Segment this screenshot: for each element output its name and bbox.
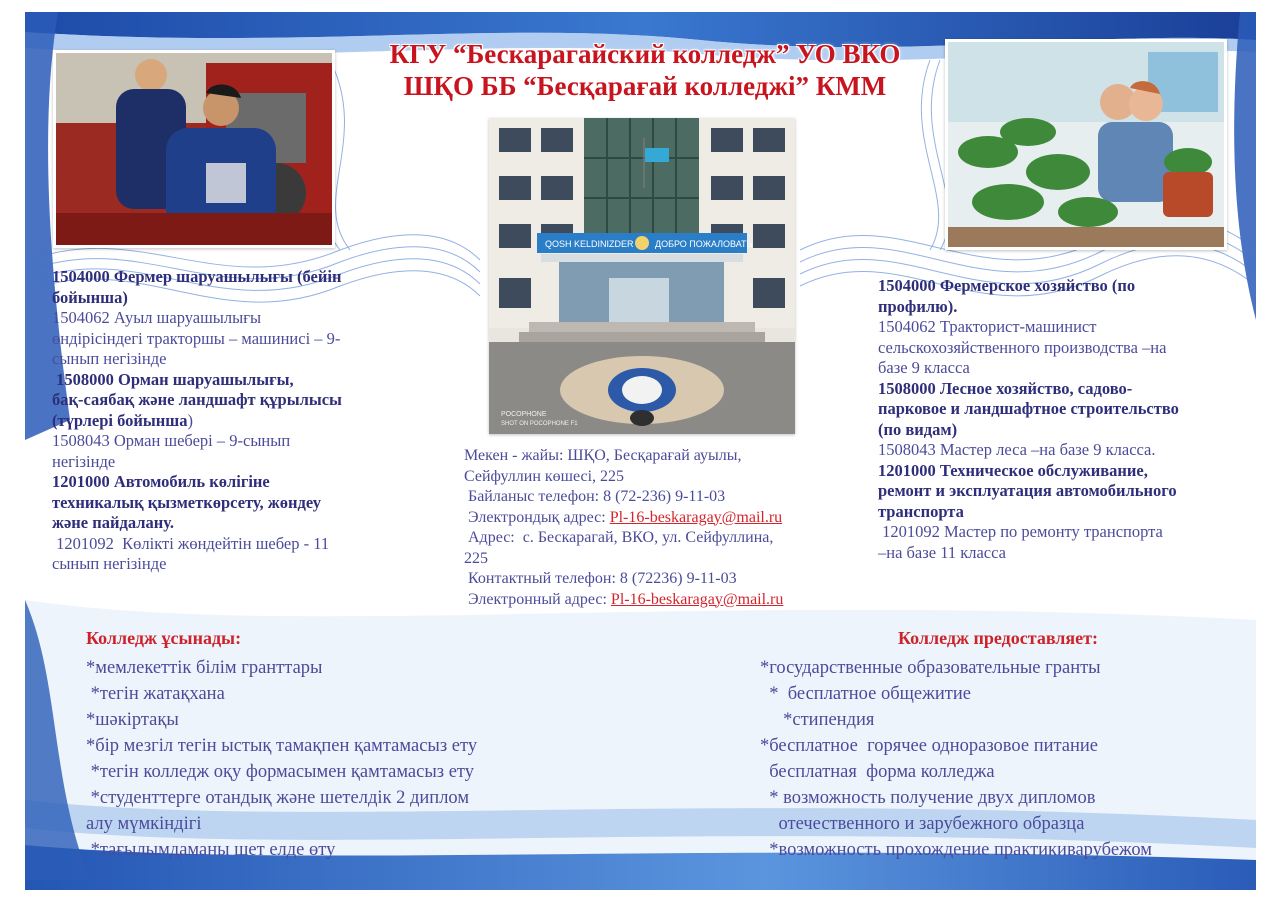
- list-item: *возможность прохождение практикиварубежом: [760, 840, 1152, 860]
- spec-1201000-ru-end: транспорта: [878, 501, 964, 521]
- list-item: *тегін жатақхана: [86, 684, 225, 704]
- email-kz-line: [464, 508, 836, 529]
- spec-1201000-ru: 1201000 Техническое обслуживание,: [878, 460, 1148, 480]
- spec-1508000-ru-types: (по видам): [878, 419, 958, 439]
- left-specialties-kz: [52, 267, 412, 575]
- list-item: *стипендия: [760, 710, 875, 730]
- email-kz-label: Электрондық адрес:: [464, 508, 610, 526]
- offers-kz-title: Колледж ұсынады:: [86, 628, 242, 648]
- email-ru-link[interactable]: Pl-16-beskaragay@mail.ru: [610, 590, 784, 608]
- greenhouse-photo: [945, 39, 1227, 250]
- photo-credit-caption: SHOT ON POCOPHONE F1: [501, 421, 578, 427]
- spec-1508000-kz: 1508000 Орман шаруашылығы,: [52, 369, 294, 389]
- list-item: *тегін колледж оқу формасымен қамтамасыз ету: [86, 762, 475, 782]
- address-kz: Мекен - жайы: ШҚО, Бесқарағай ауылы,: [464, 447, 742, 464]
- offers-ru-title: Колледж предоставляет:: [898, 628, 1098, 648]
- address-ru: Адрес: с. Бескарагай, ВКО, ул. Сейфуллина,: [464, 529, 774, 546]
- list-item: * возможность получение двух дипломов: [760, 788, 1096, 808]
- spec-1508000-kz-types-bold: (түрлері бойынша: [52, 410, 188, 430]
- phone-ru: Контактный телефон: 8 (72236) 9-11-03: [464, 570, 737, 587]
- spec-1504062-kz-basis: сынып негізінде: [52, 349, 167, 368]
- phone-kz: Байланыс телефон: 8 (72-236) 9-11-03: [464, 488, 726, 505]
- email-ru-line: [464, 590, 836, 611]
- offers-ru-list: [760, 655, 1152, 863]
- spec-1504000-ru-cont: профилю).: [878, 296, 958, 316]
- offers-kz-list: [86, 655, 477, 863]
- list-item: *бір мезгіл тегін ыстық тамақпен қамтамасыз ету: [86, 736, 478, 756]
- spec-1201092-ru: 1201092 Мастер по ремонту транспорта: [878, 522, 1163, 541]
- contact-info: [464, 446, 836, 610]
- list-item: * бесплатное общежитие: [760, 684, 971, 704]
- spec-1504062-ru-basis: базе 9 класса: [878, 358, 970, 377]
- address-kz-cont: Сейфуллин көшесі, 225: [464, 467, 625, 485]
- spec-1201000-ru-cont: ремонт и эксплуатация автомобильного: [878, 481, 1177, 500]
- spec-1508000-ru: 1508000 Лесное хозяйство, садово-: [878, 378, 1133, 398]
- list-item: *шәкіртақы: [86, 710, 179, 730]
- spec-1508043-kz: 1508043 Орман шебері – 9-сынып: [52, 431, 291, 450]
- spec-1508000-kz-types-paren: ): [187, 410, 193, 430]
- title-line-kz: ШҚО ББ “Бесқарағай колледжі” КММ: [403, 71, 887, 101]
- spec-1201000-kz-end: және пайдалану.: [52, 513, 174, 532]
- list-item: алу мүмкіндігі: [86, 814, 202, 834]
- list-item: отечественного и зарубежного образца: [760, 814, 1085, 834]
- spec-1201092-kz: 1201092 Көлікті жөндейтін шебер - 11: [52, 533, 330, 553]
- list-item: *тағылымдаманы шет елде өту: [86, 840, 336, 860]
- list-item: *государственные образовательные гранты: [760, 658, 1101, 678]
- spec-1201000-kz-cont: техникалық қызметкөрсету, жөндеу: [52, 492, 321, 512]
- spec-1508000-ru-cont: парковое и ландшафтное строительство: [878, 399, 1179, 418]
- spec-1201000-kz: 1201000 Автомобиль көлігіне: [52, 472, 270, 491]
- sign-text-kz: QOSH KELDINIZDER: [545, 239, 634, 249]
- spec-1504000-kz: 1504000 Фермер шаруашылығы (бейін: [52, 267, 342, 286]
- email-kz-link[interactable]: Pl-16-beskaragay@mail.ru: [609, 508, 783, 526]
- list-item: *мемлекеттік білім гранттары: [86, 658, 323, 678]
- spec-1504062-kz-cont: өндірісіндегі тракторшы – машинисі – 9-: [52, 328, 341, 348]
- spec-1504000-kz-cont: бойынша): [52, 287, 128, 307]
- list-item: *студенттерге отандық және шетелдік 2 диплом: [86, 788, 470, 808]
- spec-1504000-ru: 1504000 Фермерское хозяйство (по: [878, 276, 1136, 295]
- address-ru-cont: 225: [464, 549, 488, 567]
- spec-1201092-kz-basis: сынып негізінде: [52, 554, 167, 573]
- list-item: бесплатная форма колледжа: [760, 762, 995, 782]
- email-ru-label: Электронный адрес:: [464, 590, 611, 608]
- college-title: [330, 38, 960, 102]
- spec-1504062-ru: 1504062 Тракторист-машинист: [878, 317, 1097, 336]
- spec-1508043-ru: 1508043 Мастер леса –на базе 9 класса.: [878, 440, 1156, 459]
- title-line-ru: КГУ “Бескарагайский колледж” УО ВКО: [389, 39, 901, 69]
- spec-1508043-kz-basis: негізінде: [52, 451, 116, 471]
- right-specialties-ru: [878, 276, 1243, 563]
- spec-1508000-kz-cont: бақ-саябақ және ландшафт құрылысы: [52, 390, 342, 409]
- spec-1504062-ru-cont: сельскохозяйственного производства –на: [878, 337, 1167, 357]
- spec-1504062-kz: 1504062 Ауыл шаруашылығы: [52, 308, 262, 327]
- list-item: *бесплатное горячее одноразовое питание: [760, 736, 1099, 756]
- college-building-photo: [489, 118, 795, 434]
- spec-1201092-ru-basis: –на базе 11 класса: [878, 542, 1006, 562]
- workshop-photo: [53, 50, 335, 248]
- sign-text-ru: ДОБРО ПОЖАЛОВАТЬ: [655, 239, 753, 249]
- photo-credit-brand: POCOPHONE: [501, 411, 547, 418]
- spec-1508000-kz-types: [52, 411, 412, 432]
